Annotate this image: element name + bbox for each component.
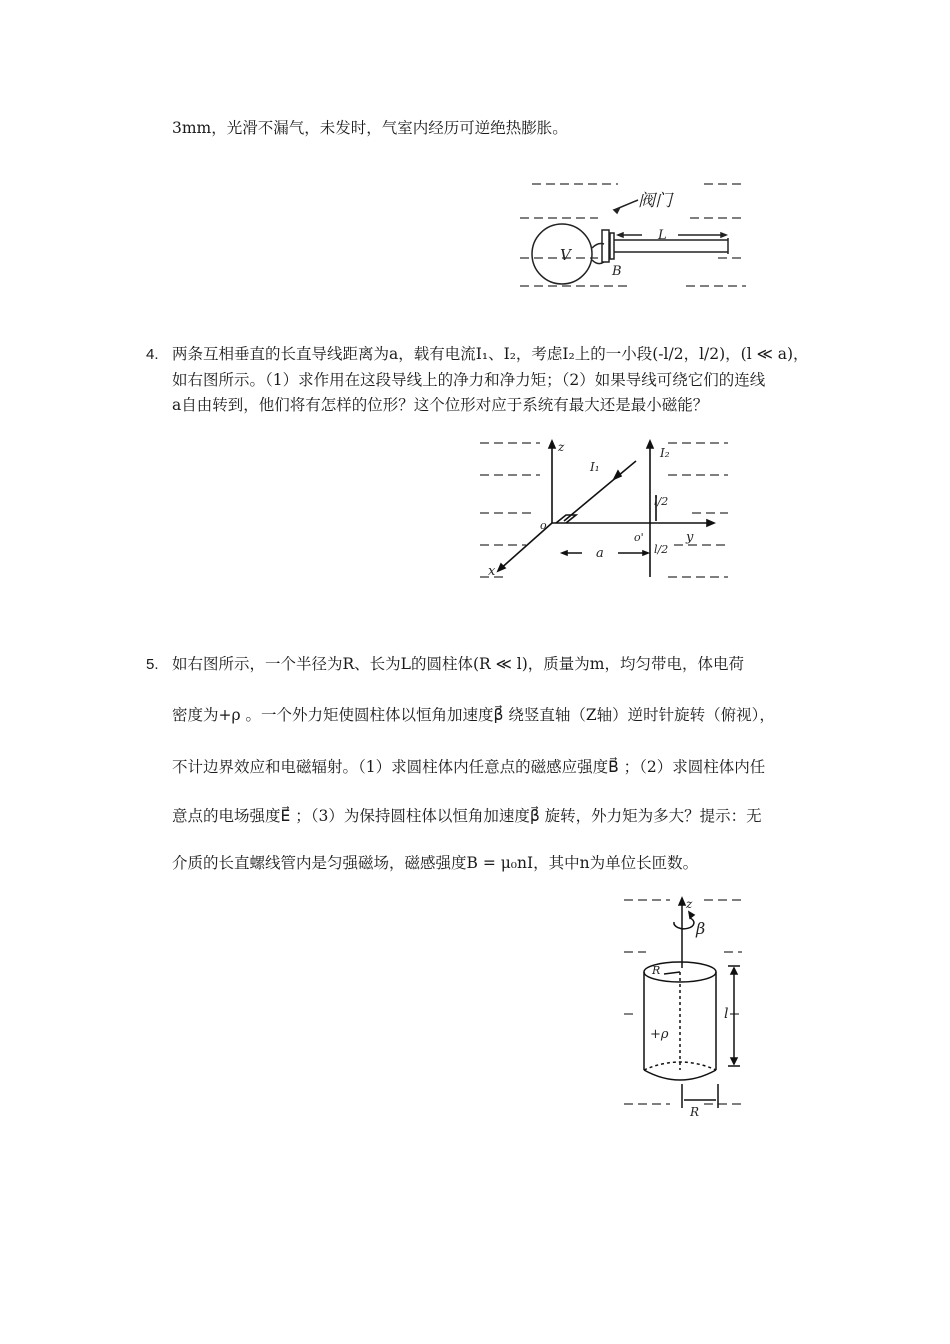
label-z: z — [686, 897, 693, 911]
problem-4-line-2: 如右图所示。（1）求作用在这段导线上的净力和净力矩；（2）如果导线可绕它们的连线 — [172, 371, 766, 389]
problem-4-line-1: 两条互相垂直的长直导线距离为a，载有电流I₁、I₂，考虑I₂上的一小段(-l/2，l/2)，(l ≪ a)， — [172, 345, 809, 363]
figure-perpendicular-wires — [478, 437, 730, 583]
label-l: L — [658, 228, 667, 243]
label-l-half-top: l/2 — [654, 495, 669, 508]
label-r-bottom: R — [690, 1105, 700, 1119]
intro-text: 3mm，光滑不漏气，未发时，气室内经历可逆绝热膨胀。 — [172, 119, 568, 137]
problem-5-line-5: 介质的长直螺线管内是匀强磁场，磁感强度B = μ₀nI，其中n为单位长匝数。 — [172, 854, 699, 872]
problem-5-number: 5. — [146, 656, 159, 673]
label-z: z — [558, 440, 565, 454]
figure-gas-chamber — [518, 178, 750, 296]
label-valve: 阀门 — [638, 191, 672, 211]
problem-4-line-3: a自由转到，他们将有怎样的位形？这个位形对应于系统有最大还是最小磁能？ — [172, 396, 709, 414]
label-beta: β — [696, 919, 706, 938]
label-a: a — [596, 546, 604, 561]
label-y: y — [686, 530, 694, 545]
label-o: o — [540, 519, 547, 532]
label-l-half-bottom: l/2 — [654, 543, 669, 556]
problem-5-line-1: 如右图所示，一个半径为R、长为L的圆柱体(R ≪ l)，质量为m，均匀带电，体电荷 — [172, 655, 744, 673]
problem-5-line-2: 密度为+ρ 。一个外力矩使圆柱体以恒角加速度β⃗ 绕竖直轴（Z轴）逆时针旋转（俯视）， — [172, 706, 775, 724]
label-l: l — [724, 1006, 729, 1022]
problem-5-line-4: 意点的电场强度E⃗ ；（3）为保持圆柱体以恒角加速度β⃗ 旋转，外力矩为多大？提示：无 — [172, 807, 762, 825]
label-i1: I₁ — [590, 460, 600, 474]
label-b: B — [612, 264, 622, 279]
label-r-top: R — [652, 964, 661, 977]
label-x: x — [488, 564, 496, 579]
problem-4-number: 4. — [146, 346, 159, 363]
problem-5-line-3: 不计边界效应和电磁辐射。（1）求圆柱体内任意点的磁感应强度B⃗ ；（2）求圆柱体内任 — [172, 758, 766, 776]
label-i2: I₂ — [660, 446, 670, 460]
label-rho: +ρ — [650, 1027, 669, 1042]
label-v: V — [560, 246, 571, 264]
figure-rotating-cylinder — [620, 894, 744, 1118]
label-o-prime: o' — [634, 531, 644, 544]
